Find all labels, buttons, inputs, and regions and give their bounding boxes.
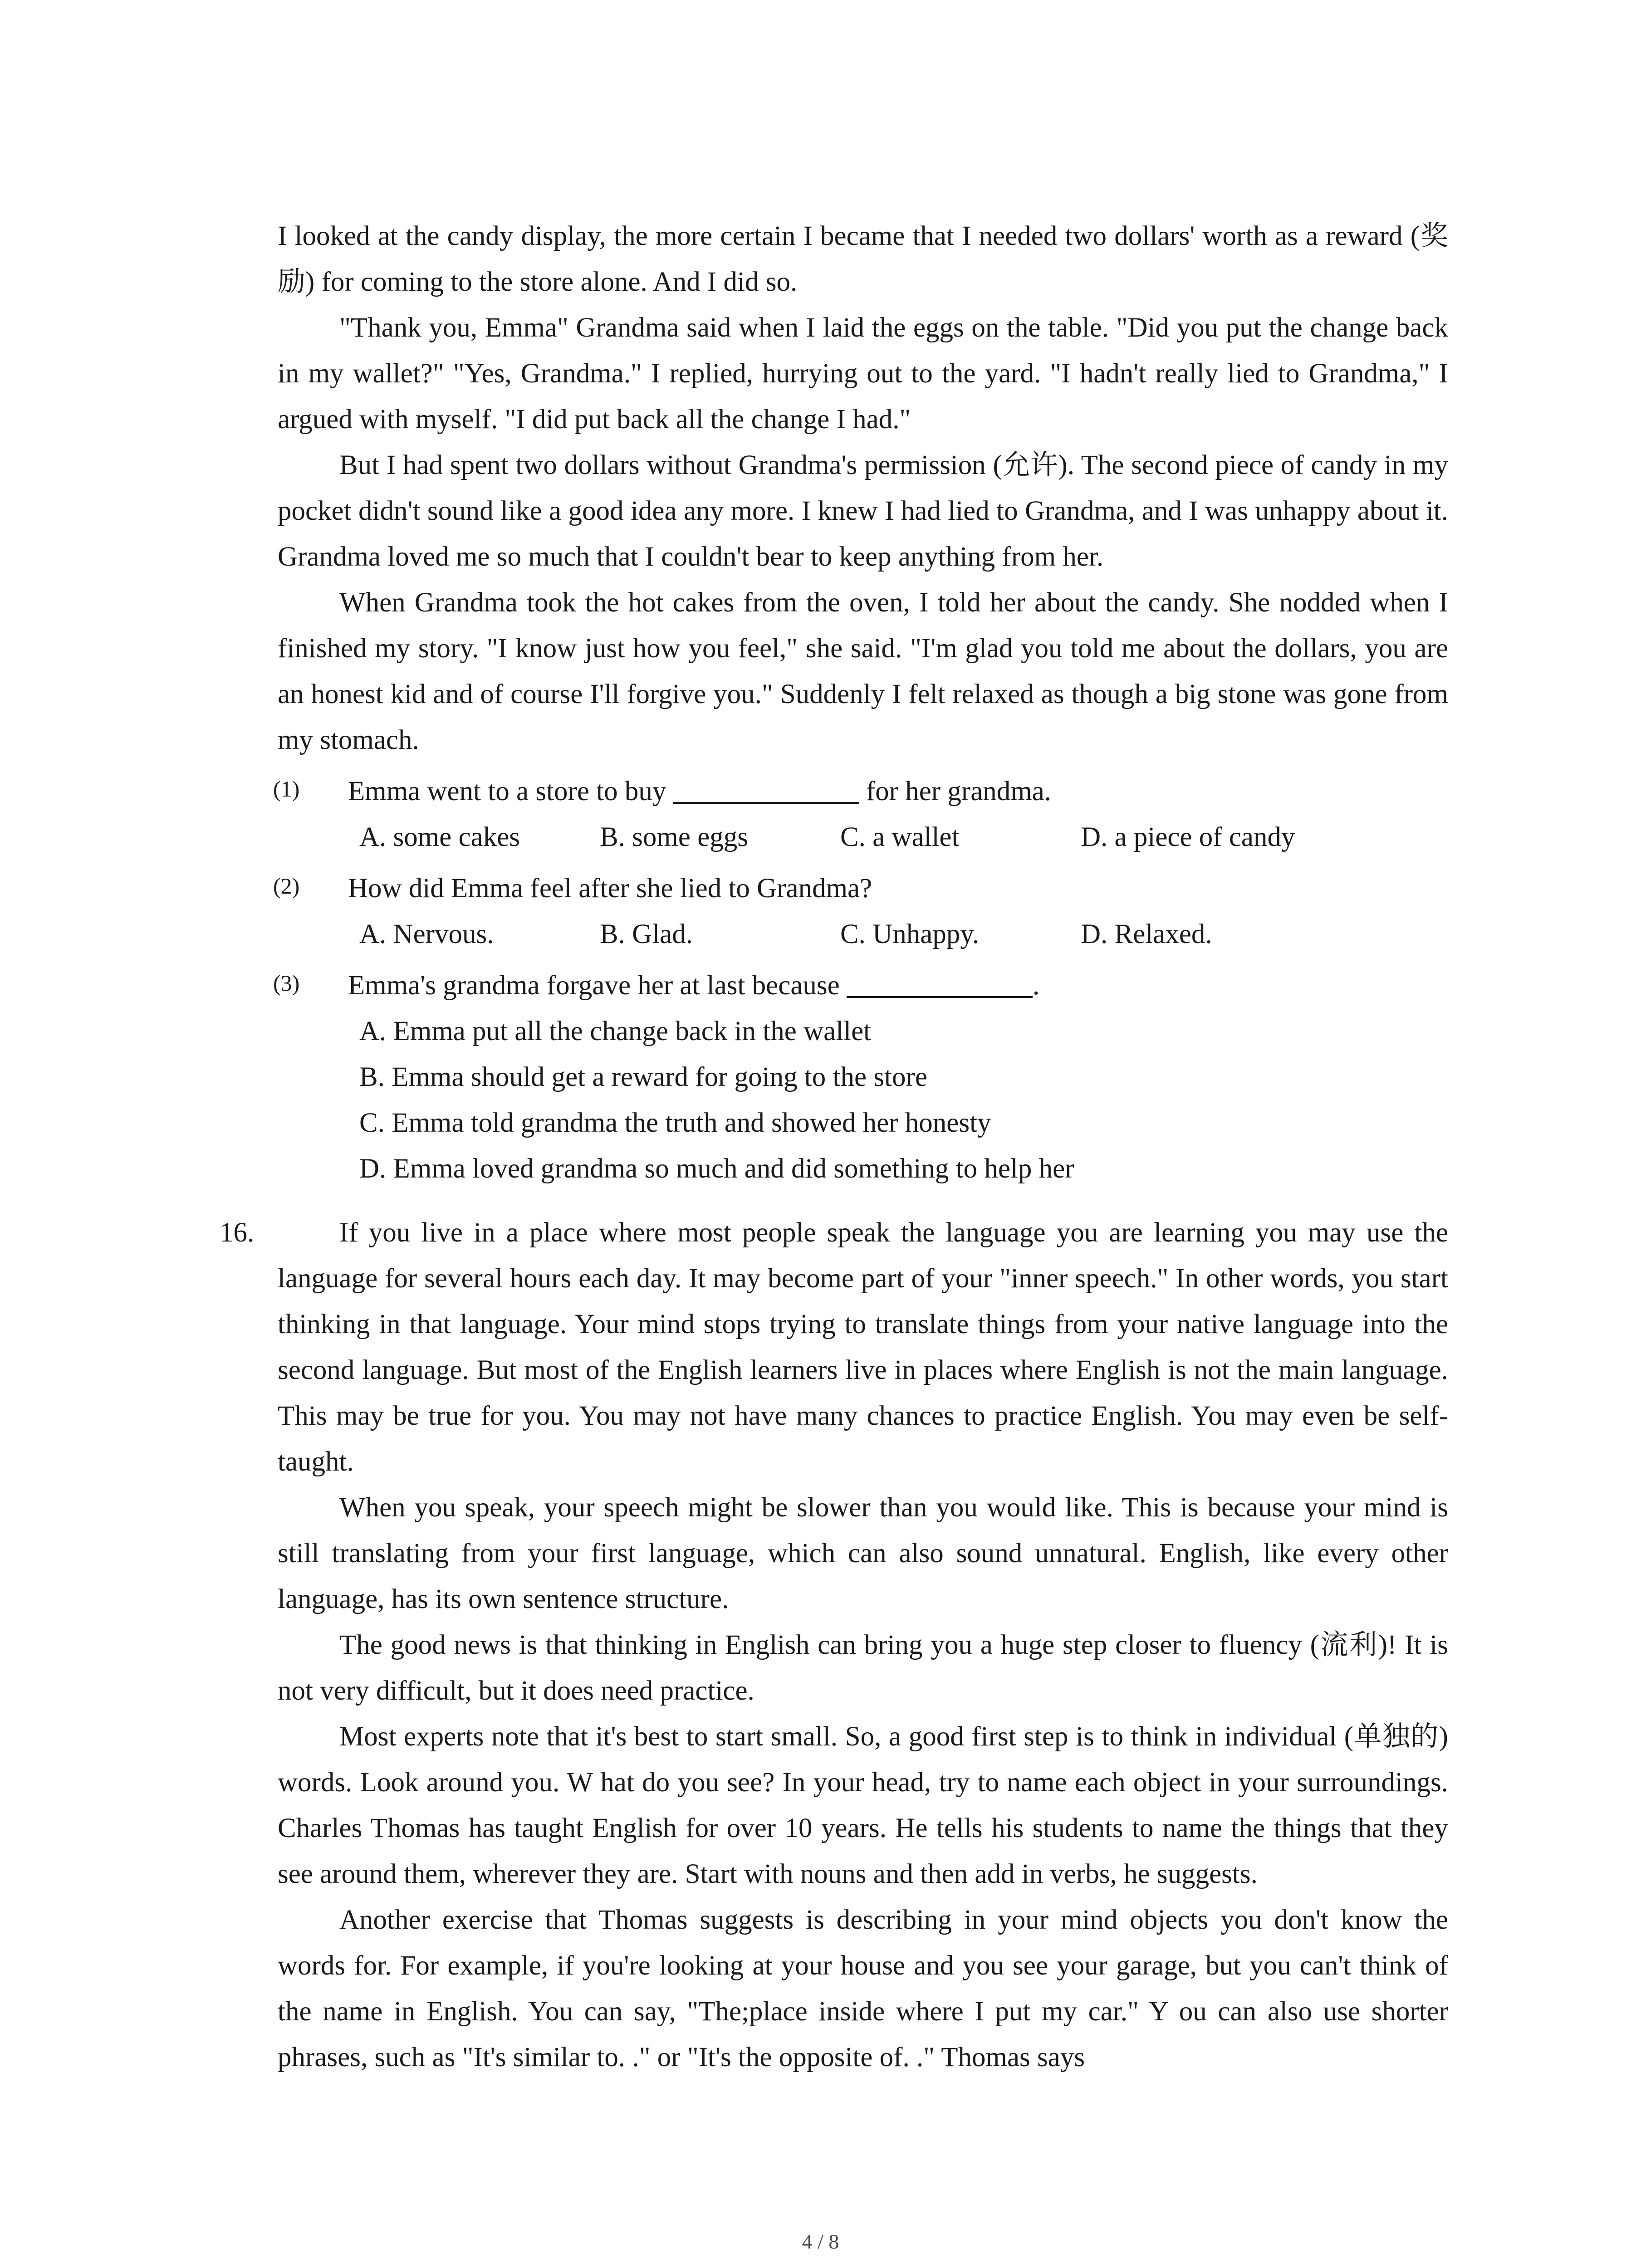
option-c: C. a wallet xyxy=(840,822,960,852)
option-d: D. a piece of candy xyxy=(1081,822,1295,852)
paragraph: But I had spent two dollars without Grandma's permission (允许). The second piece of candy in my pocket didn't sound like a good idea any more. I knew I had lied to Grandma, and I was unhappy about it. Grandma loved me so much that I couldn't bear to keep anything from her. xyxy=(278,450,1448,572)
question-3 xyxy=(273,963,1448,1192)
question-stem: Emma's grandma forgave her at last because . xyxy=(278,963,1448,1008)
option-c: C. Emma told grandma the truth and showed her honesty xyxy=(359,1108,991,1138)
paragraph: Most experts note that it's best to start small. So, a good first step is to think in individual (单独的) words. Look around you. W hat do you see? In your head, try to name each object in your surroundings. Charles Thomas has taught English for over 10 years. He tells his students to name the things that they see around them, wherever they are. Start with nouns and then add in verbs, he suggests. xyxy=(278,1721,1448,1889)
options-row xyxy=(278,814,1448,860)
paragraph: The good news is that thinking in English can bring you a huge step closer to fluency (流利)! It is not very difficult, but it does need practice. xyxy=(278,1630,1448,1706)
page-content xyxy=(220,213,1448,2080)
question-stem: Emma went to a store to buy for her grandma. xyxy=(278,768,1448,814)
question-number: 16. xyxy=(220,1217,255,1248)
option-b: B. Emma should get a reward for going to the store xyxy=(359,1062,927,1092)
question-number: (2) xyxy=(273,873,300,899)
question-2 xyxy=(273,865,1448,957)
page-number: 4 / 8 xyxy=(802,2230,839,2253)
paragraph: Another exercise that Thomas suggests is describing in your mind objects you don't know the words for. For example, if you're looking at your house and you see your garage, but you can't think of the name in English. You can say, "The;place inside where I put my car." Y ou can also use shorter phrases, such as "It's similar to. ." or "It's the opposite of. ." Thomas says xyxy=(278,1905,1448,2072)
question-number: (1) xyxy=(273,776,300,802)
option-d: D. Relaxed. xyxy=(1081,919,1212,949)
option-d: D. Emma loved grandma so much and did something to help her xyxy=(359,1154,1074,1184)
answer-blank xyxy=(847,969,1033,998)
option-a: A. Emma put all the change back in the wallet xyxy=(359,1016,872,1046)
paragraph: If you live in a place where most people speak the language you are learning you may use the language for several hours each day. It may become part of your "inner speech." In other words, you start thinking in that language. Your mind stops trying to translate things from your native language into the second language. But most of the English learners live in places where English is not the main language. This may be true for you. You may not have many chances to practice English. You may even be self-taught. xyxy=(278,1217,1448,1477)
paragraph: I looked at the candy display, the more certain I became that I needed two dollars' worth as a reward (奖励) for coming to the store alone. And I did so. xyxy=(278,221,1448,297)
paragraph: "Thank you, Emma" Grandma said when I laid the eggs on the table. "Did you put the change back in my wallet?" "Yes, Grandma." I replied, hurrying out to the yard. "I hadn't really lied to Grandma," I argued with myself. "I did put back all the change I had." xyxy=(278,313,1448,435)
question-16 xyxy=(220,1210,1448,2080)
paragraph: When you speak, your speech might be slower than you would like. This is because your mind is still translating from your first language, which can also sound unnatural. English, like every other language, has its own sentence structure. xyxy=(278,1492,1448,1614)
question-1 xyxy=(273,768,1448,860)
option-c: C. Unhappy. xyxy=(840,919,980,949)
answer-blank xyxy=(673,775,859,804)
option-b: B. some eggs xyxy=(600,822,749,852)
question-stem: How did Emma feel after she lied to Grandma? xyxy=(348,873,872,904)
option-b: B. Glad. xyxy=(600,919,693,949)
question-number: (3) xyxy=(273,970,300,996)
options-row xyxy=(278,911,1448,957)
paragraph: When Grandma took the hot cakes from the oven, I told her about the candy. She nodded when I finished my story. "I know just how you feel," she said. "I'm glad you told me about the dollars, you are an honest kid and of course I'll forgive you." Suddenly I felt relaxed as though a big stone was gone from my stomach. xyxy=(278,587,1448,755)
option-a: A. Nervous. xyxy=(359,919,494,949)
option-a: A. some cakes xyxy=(359,822,520,852)
